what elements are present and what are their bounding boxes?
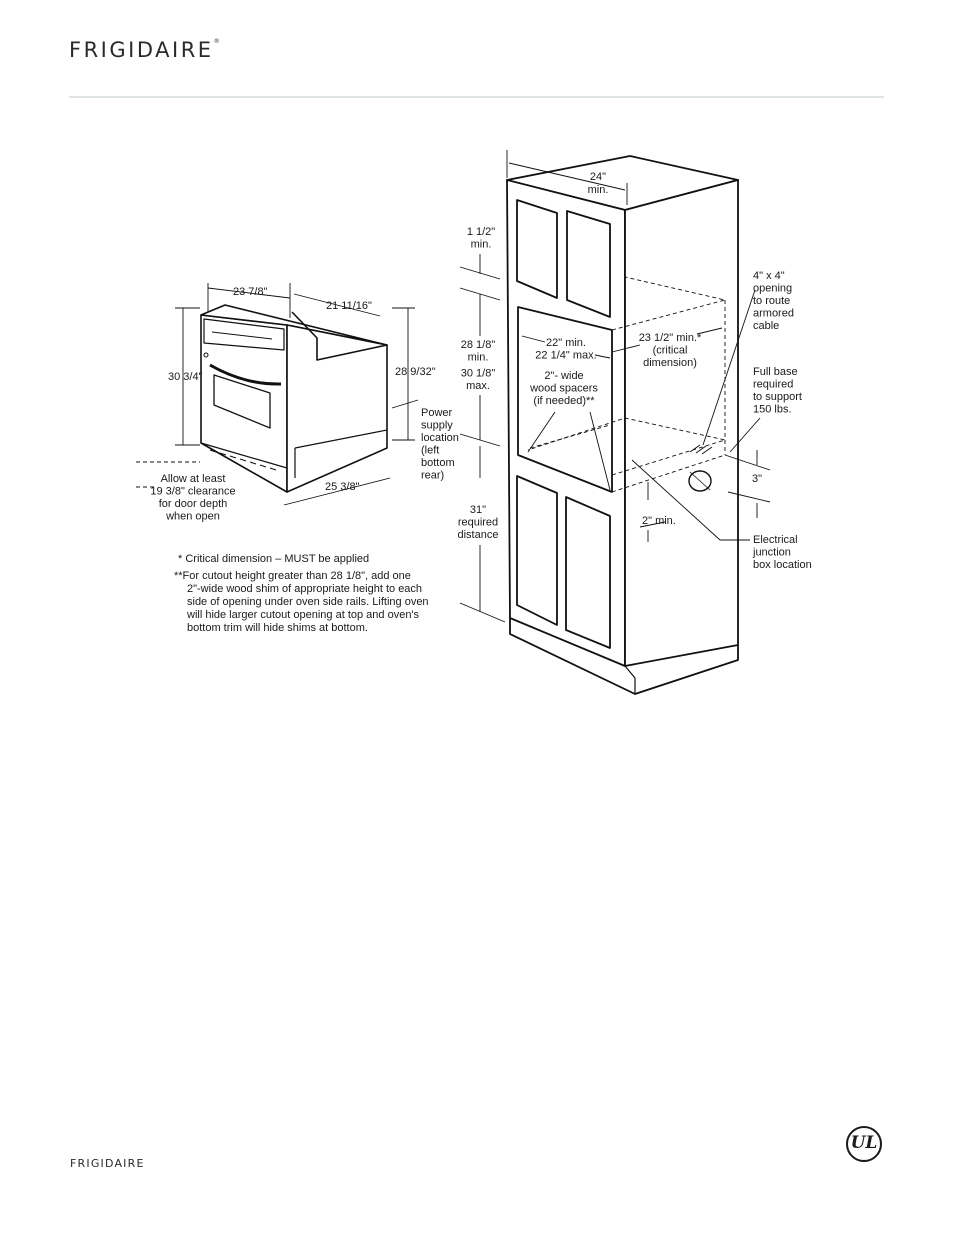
cutout-width-label: 22" min. 22 1/4" max. <box>535 337 597 362</box>
top-gap-label: 1 1/2" min. <box>466 226 496 251</box>
footer-logo: FRIGIDAIRE <box>70 1157 145 1170</box>
cutout-height-label: 28 1/8" min. 30 1/8" max. <box>460 339 496 392</box>
bottom-min-label: 2" min. <box>642 515 676 527</box>
oven-height-rear-label: 28 9/32" <box>395 366 436 378</box>
oven-height-front-label: 30 3/4" <box>168 371 203 383</box>
shim-note-line: bottom trim will hide shims at bottom. <box>187 622 368 634</box>
ul-certification-icon: UL <box>846 1126 882 1162</box>
shim-note-line: 2"-wide wood shim of appropriate height to each <box>187 583 423 595</box>
cabinet-drawing <box>507 156 738 694</box>
full-base-label: Full base required to support 150 lbs. <box>753 366 802 416</box>
oven-width-label: 23 7/8" <box>233 286 268 298</box>
junction-label: Electrical junction box location <box>753 534 812 571</box>
shim-note-line: **For cutout height greater than 28 1/8", add one <box>174 570 411 582</box>
base-height-label: 3" <box>752 473 763 485</box>
critical-note: * Critical dimension – MUST be applied <box>178 553 370 565</box>
power-label: Power supply location (left bottom rear) <box>421 407 459 482</box>
shim-note <box>174 570 434 635</box>
shim-note-line: will hide larger cutout opening at top and oven's <box>187 609 420 621</box>
armored-cable-label: 4" x 4" opening to route armored cable <box>753 270 794 332</box>
spacers-label: 2"- wide wood spacers (if needed)** <box>530 370 598 407</box>
oven-depth-top-label: 21 11/16" <box>326 300 372 312</box>
oven-depth-bottom-label: 25 3/8" <box>325 481 360 493</box>
brand-logo: FRIGIDAIRE® <box>69 38 220 62</box>
shim-note-line: side of opening under oven side rails. Lifting oven <box>187 596 429 608</box>
clearance-label: Allow at least 19 3/8" clearance for door depth when open <box>150 473 236 523</box>
cabinet-width-label: 24" min. <box>587 171 609 196</box>
junction-box <box>689 471 711 491</box>
depth-min-label: 23 1/2" min.* (critical dimension) <box>638 332 702 369</box>
oven-drawing <box>201 305 387 492</box>
required-distance-label: 31" required distance <box>457 504 499 541</box>
